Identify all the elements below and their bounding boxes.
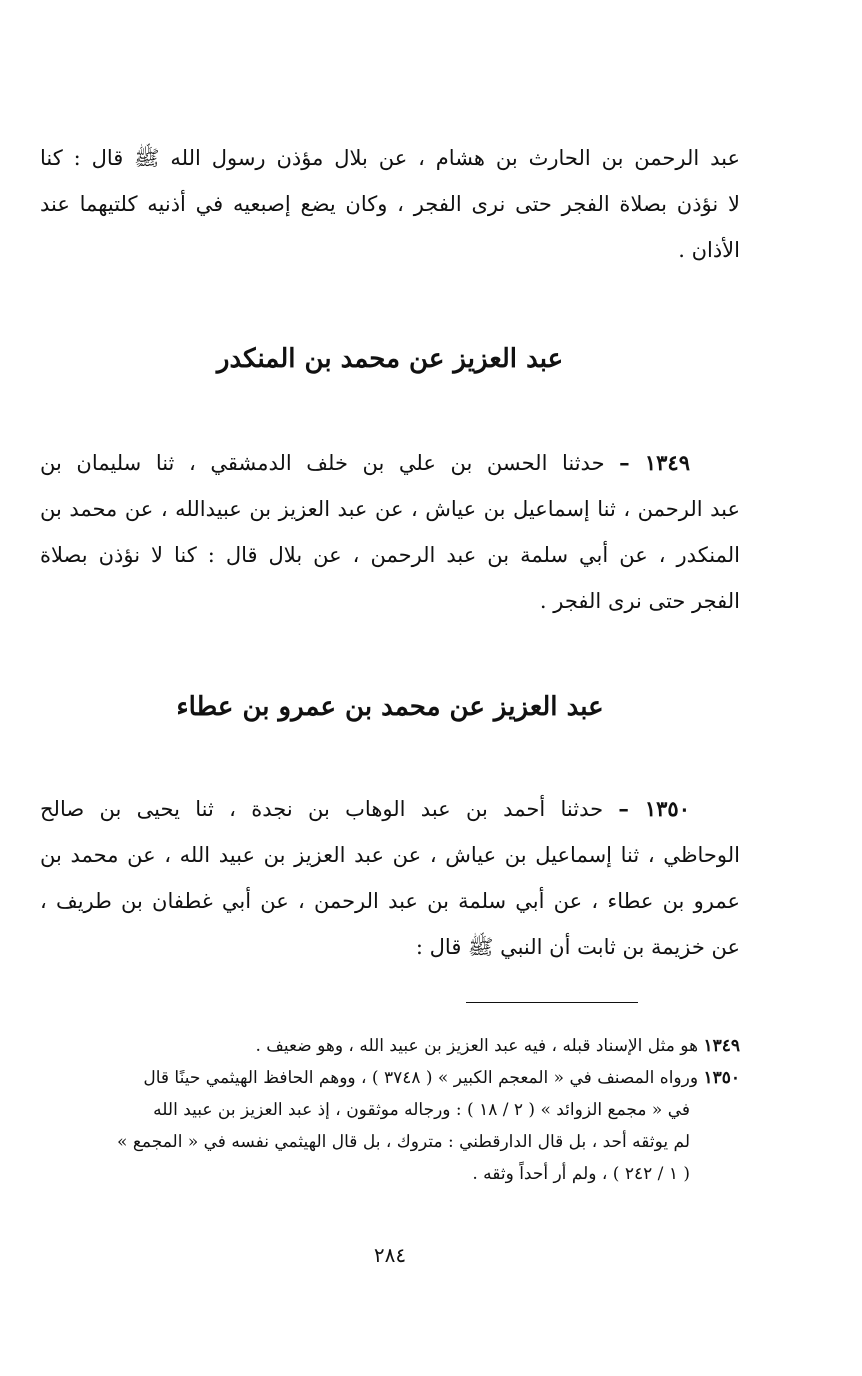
text-line [40,440,740,486]
section-heading: عبد العزيز عن محمد بن عمرو بن عطاء [176,692,604,722]
footnote-text-line: ( ١ / ٢٤٢ ) ، ولم أر أحداً وثقه . [472,1164,690,1184]
footnote-text: هو مثل الإسناد قبله ، فيه عبد العزيز بن عبيد الله ، وهو ضعيف . [255,1036,699,1056]
hadith-number: ١٣٥٠ – [618,796,690,821]
hadith-1349-paragraph [40,440,740,624]
text-line: لا نؤذن بصلاة الفجر حتى نرى الفجر ، وكان يضع إصبعيه في أذنيه كلتيهما عند [40,192,740,216]
footnote-1349 [40,1030,740,1062]
text-line: عبد الرحمن ، ثنا إسماعيل بن عياش ، عن عبد العزيز بن عبيدالله ، عن محمد بن [40,497,740,521]
page-number: ٢٨٤ [373,1243,407,1267]
footnote-text: ورواه المصنف في « المعجم الكبير » ( ٣٧٤٨ ) ، ووهم الحافظ الهيثمي حينًا قال [143,1068,699,1088]
text-line: الفجر حتى نرى الفجر . [539,589,740,613]
footnote-number: ١٣٤٩ [703,1036,740,1056]
text-line: المنكدر ، عن أبي سلمة بن عبد الرحمن ، عن بلال قال : كنا لا نؤذن بصلاة [40,543,740,567]
footnotes [40,1030,740,1190]
text-line: عمرو بن عطاء ، عن أبي سلمة بن عبد الرحمن ، عن أبي غطفان بن طريف ، [40,889,740,913]
footnote-1350 [40,1062,740,1094]
text-line: عبد الرحمن بن الحارث بن هشام ، عن بلال مؤذن رسول الله ﷺ قال : كنا [40,146,740,170]
text-segment: حدثنا أحمد بن عبد الوهاب بن نجدة ، ثنا يحيى بن صالح [40,797,604,821]
footnote-text-line: لم يوثقه أحد ، بل قال الدارقطني : متروك ، بل قال الهيثمي نفسه في « المجمع » [117,1132,690,1152]
footnote-number: ١٣٥٠ [703,1068,740,1088]
hadith-1350-paragraph [40,786,740,970]
text-segment: حدثنا الحسن بن علي بن خلف الدمشقي ، ثنا سليمان بن [40,451,605,475]
footnote-separator [466,1002,638,1003]
book-page [40,0,740,1376]
text-line: الوحاظي ، ثنا إسماعيل بن عياش ، عن عبد العزيز بن عبيد الله ، عن محمد بن [40,843,740,867]
text-line [40,786,740,832]
footnote-text-line: في « مجمع الزوائد » ( ٢ / ١٨ ) : ورجاله موثقون ، إذ عبد العزيز بن عبيد الله [153,1100,690,1120]
hadith-number: ١٣٤٩ – [619,450,690,475]
section-heading: عبد العزيز عن محمد بن المنكدر [216,344,564,374]
text-line: عن خزيمة بن ثابت أن النبي ﷺ قال : [415,935,740,959]
text-line: الأذان . [678,238,740,262]
intro-paragraph [40,135,740,273]
